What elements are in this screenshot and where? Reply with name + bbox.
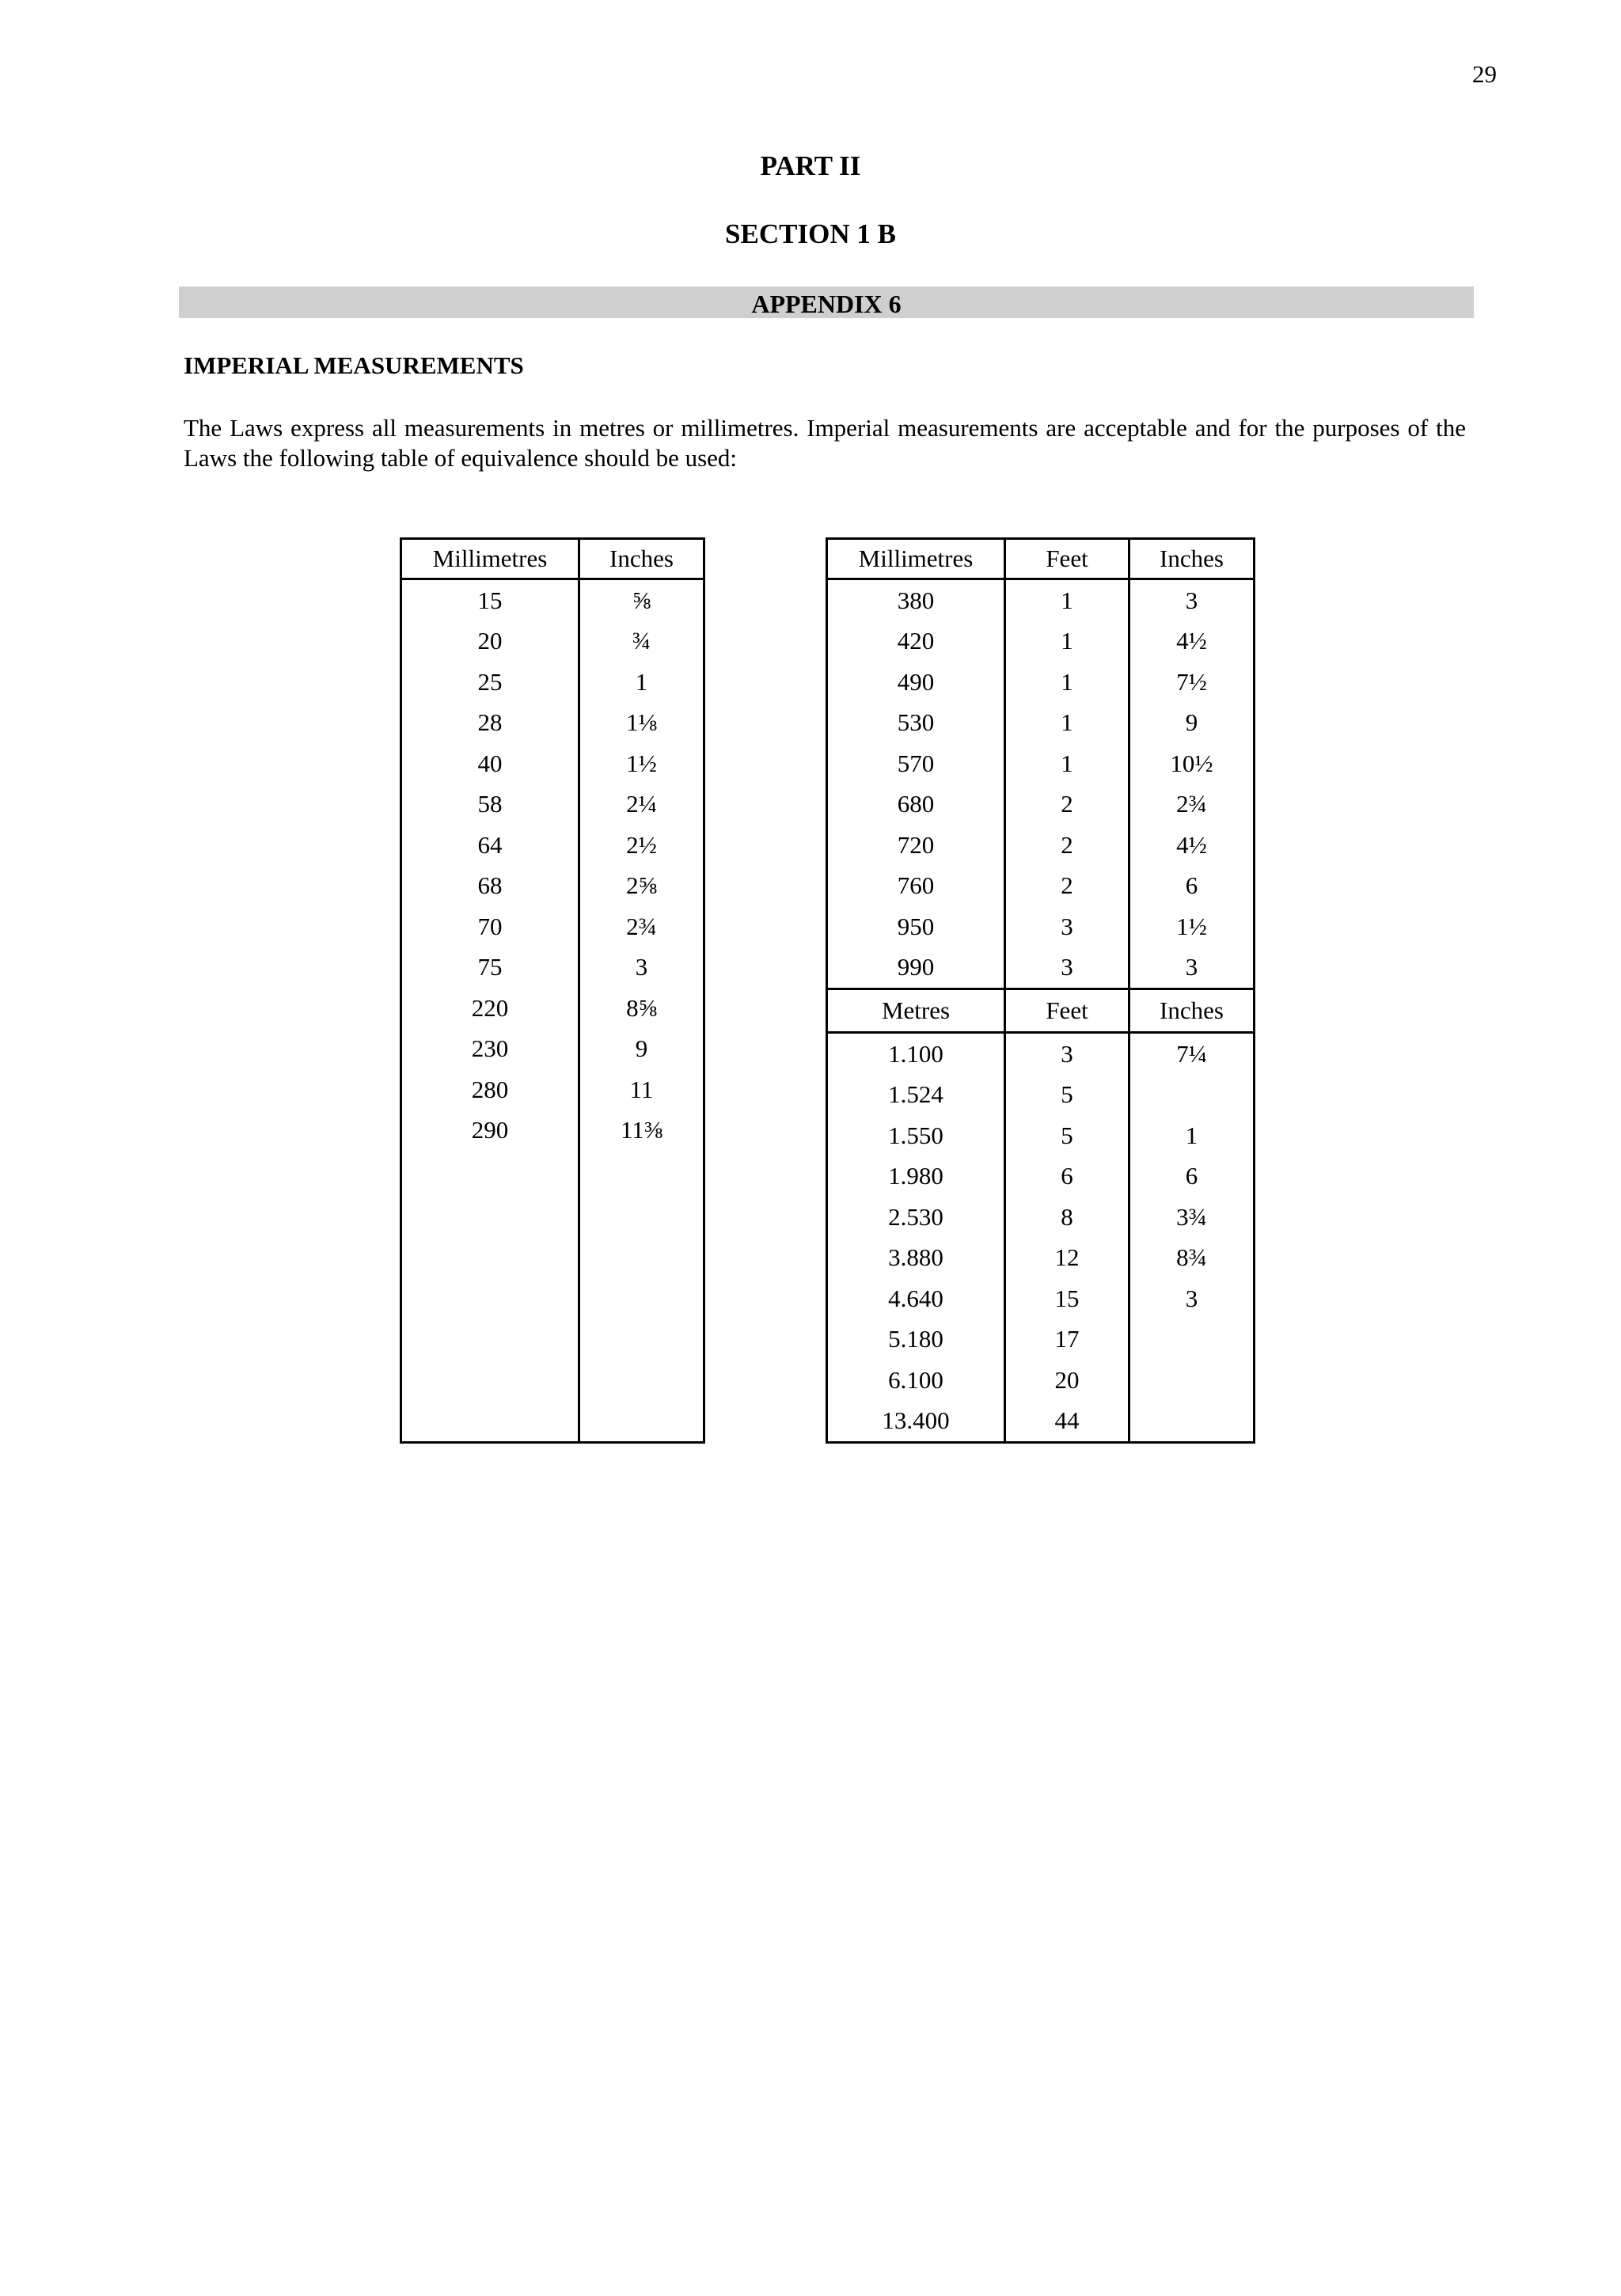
- table-cell: 9: [1129, 703, 1255, 744]
- table-row: [401, 825, 704, 866]
- column-header: Millimetres: [827, 539, 1005, 579]
- table-row: [401, 1110, 704, 1152]
- table-row: [401, 1069, 704, 1110]
- table-row: [827, 825, 1255, 866]
- table-row: [827, 1033, 1255, 1075]
- column-header: Feet: [1005, 989, 1129, 1033]
- column-header: Millimetres: [401, 539, 579, 579]
- metres-header-row: [827, 989, 1255, 1033]
- table-cell: 4½: [1129, 621, 1255, 662]
- table-cell: 1: [1005, 579, 1129, 621]
- table-cell: [1129, 1319, 1255, 1361]
- table-row: [827, 1075, 1255, 1116]
- table-cell: 68: [401, 866, 579, 907]
- table-cell: 75: [401, 947, 579, 989]
- table-cell: 1.980: [827, 1156, 1005, 1197]
- table-cell: 6: [1129, 866, 1255, 907]
- millimetres-inches-table: [400, 537, 705, 1444]
- table-cell: 290: [401, 1110, 579, 1152]
- table-cell: 2: [1005, 784, 1129, 825]
- table-cell: 1: [1005, 743, 1129, 784]
- table-cell: 3: [1005, 947, 1129, 989]
- table-cell: 20: [401, 621, 579, 662]
- table-cell: 720: [827, 825, 1005, 866]
- part-heading: PART II: [760, 150, 861, 181]
- table-cell: 9: [579, 1029, 704, 1070]
- table-row: [827, 1197, 1255, 1238]
- table-cell: 990: [827, 947, 1005, 989]
- table-header-row: [401, 539, 704, 579]
- table-cell: 11: [579, 1069, 704, 1110]
- table-cell: 8¾: [1129, 1238, 1255, 1279]
- table-row: [827, 743, 1255, 784]
- table-cell: 3: [1005, 1033, 1129, 1075]
- section-heading: SECTION 1 B: [725, 218, 896, 249]
- table-cell: 1: [1129, 1115, 1255, 1156]
- table-row: [827, 621, 1255, 662]
- table-row: [401, 662, 704, 703]
- table-cell: 1: [1005, 621, 1129, 662]
- imperial-measurements-heading: IMPERIAL MEASUREMENTS: [184, 351, 524, 379]
- table-cell: 2: [1005, 825, 1129, 866]
- table-cell: [1129, 1075, 1255, 1116]
- table-cell: 13.400: [827, 1401, 1005, 1443]
- table-cell: 40: [401, 743, 579, 784]
- table-cell: [401, 1151, 579, 1443]
- table-cell: 3: [1129, 1278, 1255, 1319]
- table-cell: 530: [827, 703, 1005, 744]
- table-cell: 44: [1005, 1401, 1129, 1443]
- table-cell: 6: [1005, 1156, 1129, 1197]
- table-row: [401, 947, 704, 989]
- table-cell: 570: [827, 743, 1005, 784]
- table-cell: 1.524: [827, 1075, 1005, 1116]
- table-cell: [1129, 1360, 1255, 1401]
- table-cell: 3.880: [827, 1238, 1005, 1279]
- table-cell: 2: [1005, 866, 1129, 907]
- table-cell: 58: [401, 784, 579, 825]
- table-row: [401, 866, 704, 907]
- table-cell: 230: [401, 1029, 579, 1070]
- table-row: [827, 662, 1255, 703]
- table-row: [401, 1029, 704, 1070]
- table-cell: 680: [827, 784, 1005, 825]
- table-row: [401, 621, 704, 662]
- table-cell: 2.530: [827, 1197, 1005, 1238]
- table-cell: 490: [827, 662, 1005, 703]
- table-cell: ¾: [579, 621, 704, 662]
- table-cell: 280: [401, 1069, 579, 1110]
- table-row: [827, 866, 1255, 907]
- table-cell: 1.550: [827, 1115, 1005, 1156]
- table-row: [827, 1278, 1255, 1319]
- table-cell: 7¼: [1129, 1033, 1255, 1075]
- table-row: [827, 579, 1255, 621]
- table-row: [827, 1401, 1255, 1443]
- table-header-row: [827, 539, 1255, 579]
- table-cell: 1: [1005, 703, 1129, 744]
- table-cell: 11⅜: [579, 1110, 704, 1152]
- table-cell: 3: [1129, 947, 1255, 989]
- table-cell: 20: [1005, 1360, 1129, 1401]
- table-cell: 5: [1005, 1075, 1129, 1116]
- table-cell: 2½: [579, 825, 704, 866]
- table-cell: 4.640: [827, 1278, 1005, 1319]
- table-cell: 380: [827, 579, 1005, 621]
- table-cell: 1: [1005, 662, 1129, 703]
- table-cell: 17: [1005, 1319, 1129, 1361]
- table-cell: 1⅛: [579, 703, 704, 744]
- table-cell: 220: [401, 988, 579, 1029]
- table-cell: 28: [401, 703, 579, 744]
- table-row: [827, 784, 1255, 825]
- table-row: [401, 906, 704, 947]
- millimetres-feet-inches-table: [826, 537, 1255, 1444]
- table-row: [827, 947, 1255, 989]
- column-header: Inches: [579, 539, 704, 579]
- column-header: Inches: [1129, 539, 1255, 579]
- table-row: [401, 988, 704, 1029]
- table-cell: 70: [401, 906, 579, 947]
- table-cell: 8⅝: [579, 988, 704, 1029]
- table-cell: 25: [401, 662, 579, 703]
- table-cell: 64: [401, 825, 579, 866]
- table-cell: 3: [1129, 579, 1255, 621]
- column-header: Metres: [827, 989, 1005, 1033]
- table-row: [827, 1156, 1255, 1197]
- table-row: [401, 703, 704, 744]
- table-cell: 1½: [579, 743, 704, 784]
- table-cell: [579, 1151, 704, 1443]
- table-row: [827, 906, 1255, 947]
- intro-paragraph: The Laws express all measurements in metres or millimetres. Imperial measurements are acceptable and for the purposes of the Laws the following table of equivalence should be used:: [184, 414, 1466, 472]
- table-cell: 15: [401, 579, 579, 621]
- table-row: [827, 1238, 1255, 1279]
- table-cell: 3: [1005, 906, 1129, 947]
- table-cell: 4½: [1129, 825, 1255, 866]
- table-cell: 2¼: [579, 784, 704, 825]
- table-row: [401, 579, 704, 621]
- table-filler-row: [401, 1151, 704, 1443]
- table-cell: 760: [827, 866, 1005, 907]
- table-cell: 6: [1129, 1156, 1255, 1197]
- appendix-banner: APPENDIX 6: [179, 287, 1474, 318]
- table-cell: 8: [1005, 1197, 1129, 1238]
- table-cell: 2⅝: [579, 866, 704, 907]
- page-number: 29: [1472, 60, 1497, 88]
- column-header: Feet: [1005, 539, 1129, 579]
- table-cell: 2¾: [579, 906, 704, 947]
- table-cell: [1129, 1401, 1255, 1443]
- table-row: [827, 1360, 1255, 1401]
- table-row: [401, 743, 704, 784]
- table-row: [827, 1319, 1255, 1361]
- table-cell: 7½: [1129, 662, 1255, 703]
- table-cell: 6.100: [827, 1360, 1005, 1401]
- table-cell: 10½: [1129, 743, 1255, 784]
- table-cell: 950: [827, 906, 1005, 947]
- table-row: [827, 703, 1255, 744]
- table-cell: 2¾: [1129, 784, 1255, 825]
- table-cell: 3: [579, 947, 704, 989]
- table-cell: 5: [1005, 1115, 1129, 1156]
- table-cell: 1.100: [827, 1033, 1005, 1075]
- table-cell: 420: [827, 621, 1005, 662]
- table-cell: 15: [1005, 1278, 1129, 1319]
- table-cell: ⅝: [579, 579, 704, 621]
- table-row: [827, 1115, 1255, 1156]
- table-row: [401, 784, 704, 825]
- table-cell: 3¾: [1129, 1197, 1255, 1238]
- column-header: Inches: [1129, 989, 1255, 1033]
- table-cell: 1: [579, 662, 704, 703]
- table-cell: 5.180: [827, 1319, 1005, 1361]
- table-cell: 12: [1005, 1238, 1129, 1279]
- table-cell: 1½: [1129, 906, 1255, 947]
